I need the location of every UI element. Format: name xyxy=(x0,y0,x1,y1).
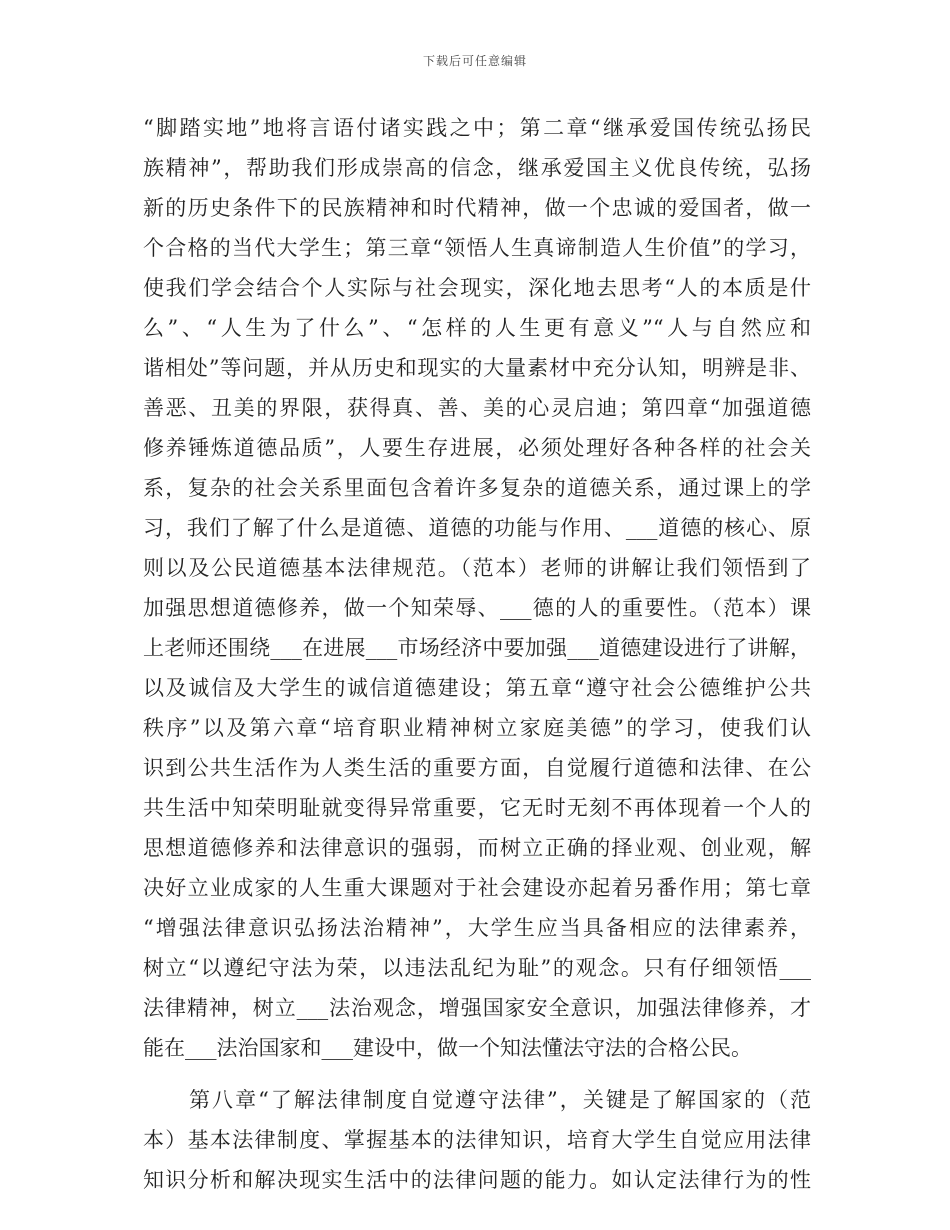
text-line: “增强法律意识弘扬法治精神”，大学生应当具备相应的法律素养， xyxy=(143,916,811,940)
text-line: 么”、“人生为了什么”、“怎样的人生更有意义”“人与自然应和 xyxy=(143,316,811,340)
text-line: 上老师还围绕___在进展___市场经济中要加强___道德建设进行了讲解， xyxy=(143,636,811,660)
text-line: 新的历史条件下的民族精神和时代精神，做一个忠诚的爱国者，做一 xyxy=(143,196,811,220)
text-line: 加强思想道德修养，做一个知荣辱、___德的人的重要性。（范本）课 xyxy=(143,596,811,620)
text-line: 知识分析和解决现实生活中的法律问题的能力。如认定法律行为的性 xyxy=(143,1168,811,1192)
text-line: 善恶、丑美的界限，获得真、善、美的心灵启迪；第四章“加强道德 xyxy=(143,396,811,420)
text-line: 第八章“了解法律制度自觉遵守法律”，关键是了解国家的（范 xyxy=(143,1088,811,1112)
page-header: 下载后可任意编辑 xyxy=(422,54,527,68)
text-line: “脚踏实地”地将言语付诸实践之中；第二章“继承爱国传统弘扬民 xyxy=(143,116,811,140)
text-line: 族精神”，帮助我们形成崇高的信念，继承爱国主义优良传统，弘扬 xyxy=(143,156,811,180)
paragraph xyxy=(143,1080,811,1200)
text-line: 决好立业成家的人生重大课题对于社会建设亦起着另番作用；第七章 xyxy=(143,876,811,900)
text-line: 以及诚信及大学生的诚信道德建设；第五章“遵守社会公德维护公共 xyxy=(143,676,811,700)
text-line: 法律精神，树立___法治观念，增强国家安全意识，加强法律修养，才 xyxy=(143,996,811,1020)
text-line: 能在___法治国家和___建设中，做一个知法懂法守法的合格公民。 xyxy=(143,1036,752,1060)
text-line: 系，复杂的社会关系里面包含着许多复杂的道德关系，通过课上的学 xyxy=(143,476,811,500)
text-line: 本）基本法律制度、掌握基本的法律知识，培育大学生自觉应用法律 xyxy=(143,1128,811,1152)
text-line: 共生活中知荣明耻就变得异常重要，它无时无刻不再体现着一个人的 xyxy=(143,796,811,820)
text-line: 则以及公民道德基本法律规范。（范本）老师的讲解让我们领悟到了 xyxy=(143,556,811,580)
document-body xyxy=(143,108,811,1200)
text-line: 秩序”以及第六章“培育职业精神树立家庭美德”的学习，使我们认 xyxy=(143,716,811,740)
text-line: 修养锤炼道德品质”，人要生存进展，必须处理好各种各样的社会关 xyxy=(143,436,811,460)
text-line: 习，我们了解了什么是道德、道德的功能与作用、___道德的核心、原 xyxy=(143,516,811,540)
text-line: 谐相处”等问题，并从历史和现实的大量素材中充分认知，明辨是非、 xyxy=(143,356,811,380)
text-line: 个合格的当代大学生；第三章“领悟人生真谛制造人生价值”的学习， xyxy=(143,236,811,260)
text-line: 使我们学会结合个人实际与社会现实，深化地去思考“人的本质是什 xyxy=(143,276,811,300)
paragraph xyxy=(143,108,811,1068)
text-line: 思想道德修养和法律意识的强弱，而树立正确的择业观、创业观，解 xyxy=(143,836,811,860)
paragraph-gap xyxy=(143,1068,811,1080)
text-line: 树立“以遵纪守法为荣，以违法乱纪为耻”的观念。只有仔细领悟___ xyxy=(143,956,811,980)
text-line: 识到公共生活作为人类生活的重要方面，自觉履行道德和法律、在公 xyxy=(143,756,811,780)
